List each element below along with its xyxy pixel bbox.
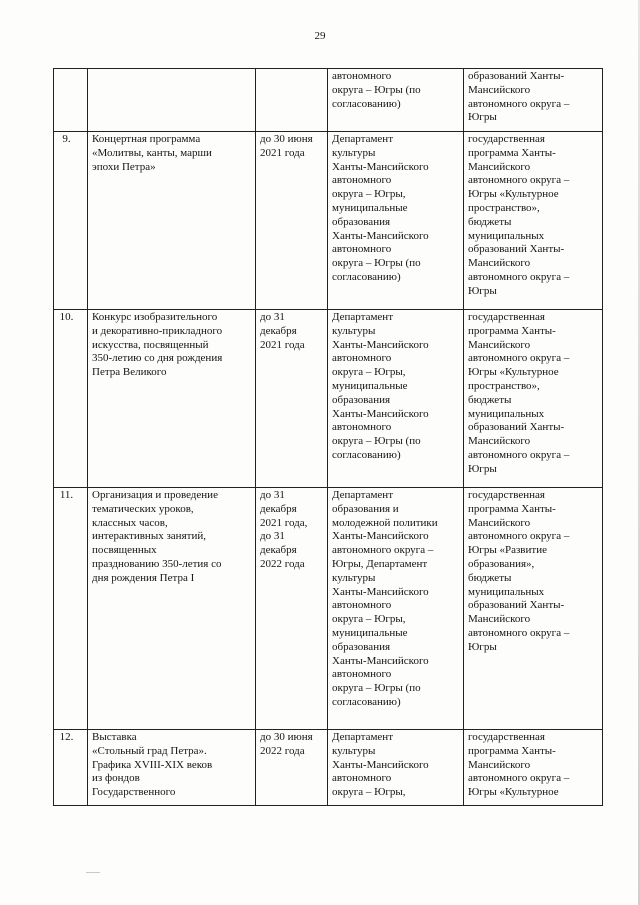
table-row: [54, 69, 603, 132]
event-title: Концертная программа «Молитвы, канты, марши эпохи Петра»: [88, 132, 256, 310]
page-number: 29: [314, 30, 326, 42]
scan-speck: [86, 872, 100, 873]
row-number: 11.: [54, 488, 88, 730]
event-title: Конкурс изобразительного и декоративно-прикладного искусства, посвященный 350-летию со дня рождения Петра Великого: [88, 310, 256, 488]
row-number: [54, 69, 88, 132]
funding-source: государственная программа Ханты- Мансийского автономного округа – Югры «Культурное пространство», бюджеты муниципальных образований Ханты- Мансийского автономного округа – Югры: [464, 132, 603, 310]
event-deadline: до 31 декабря 2021 года, до 31 декабря 2022 года: [256, 488, 328, 730]
funding-source: государственная программа Ханты- Мансийского автономного округа – Югры «Культурное пространство», бюджеты муниципальных образований Ханты- Мансийского автономного округа – Югры: [464, 310, 603, 488]
event-executor: Департамент культуры Ханты-Мансийского автономного округа – Югры, муниципальные образования Ханты-Мансийского автономного округа – Югры (по согласованию): [328, 132, 464, 310]
table-row: [54, 132, 603, 310]
funding-source: государственная программа Ханты- Мансийского автономного округа – Югры «Культурное: [464, 730, 603, 806]
table-row: [54, 488, 603, 730]
event-deadline: до 31 декабря 2021 года: [256, 310, 328, 488]
event-title: Организация и проведение тематических уроков, классных часов, интерактивных занятий, посвященных празднованию 350-летия со дня рождения Петра I: [88, 488, 256, 730]
event-deadline: до 30 июня 2022 года: [256, 730, 328, 806]
event-executor: Департамент культуры Ханты-Мансийского автономного округа – Югры, муниципальные образования Ханты-Мансийского автономного округа – Югры (по согласованию): [328, 310, 464, 488]
events-table: [53, 68, 603, 806]
event-deadline: [256, 69, 328, 132]
event-title: [88, 69, 256, 132]
table-row: [54, 310, 603, 488]
event-deadline: до 30 июня 2021 года: [256, 132, 328, 310]
event-executor: автономного округа – Югры (по согласованию): [328, 69, 464, 132]
event-executor: Департамент образования и молодежной политики Ханты-Мансийского автономного округа – Югры, Департамент культуры Ханты-Мансийского автономного округа – Югры, муниципальные образования Ханты-Мансийского автономного округа – Югры (по согласованию): [328, 488, 464, 730]
event-title: Выставка «Стольный град Петра». Графика XVIII-XIX веков из фондов Государственного: [88, 730, 256, 806]
row-number: 12.: [54, 730, 88, 806]
row-number: 9.: [54, 132, 88, 310]
funding-source: образований Ханты- Мансийского автономного округа – Югры: [464, 69, 603, 132]
funding-source: государственная программа Ханты- Мансийского автономного округа – Югры «Развитие образования», бюджеты муниципальных образований Ханты- Мансийского автономного округа – Югры: [464, 488, 603, 730]
event-executor: Департамент культуры Ханты-Мансийского автономного округа – Югры,: [328, 730, 464, 806]
table-row: [54, 730, 603, 806]
row-number: 10.: [54, 310, 88, 488]
